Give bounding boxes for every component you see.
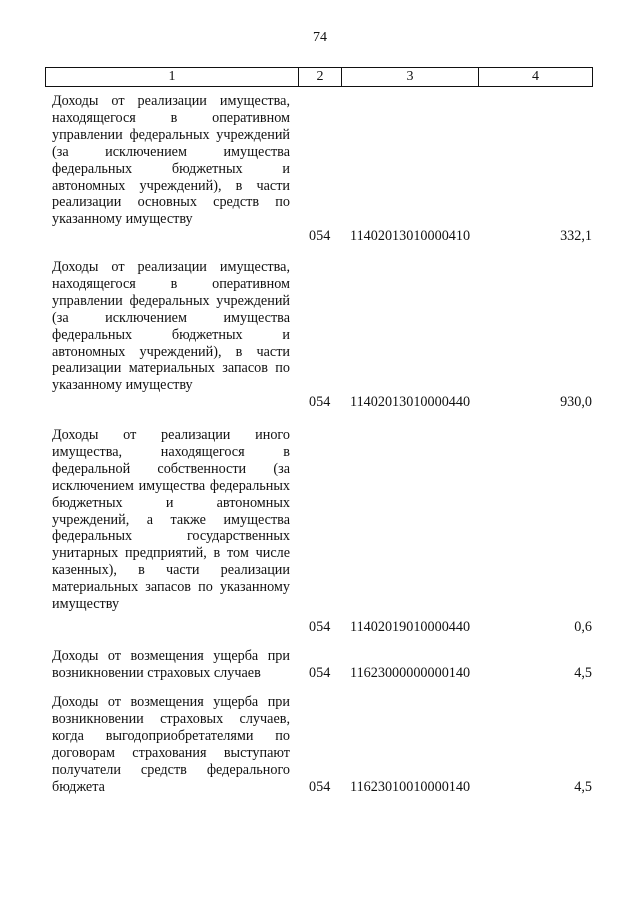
- header-col-1: 1: [168, 69, 176, 84]
- row-kbk-code: 11623010010000140: [350, 779, 471, 796]
- table-header-row: [45, 67, 593, 87]
- row-admin-code: 054: [309, 228, 331, 245]
- row-description: Доходы от реализации имущества, находящегося в оперативном управлении федеральных учреждений (за исключением имущества федеральных бюджетных и автономных учреждений), в части реализации основных средств по указанному имуществу: [52, 93, 290, 228]
- header-col-4: 4: [478, 68, 592, 86]
- row-description: Доходы от реализации имущества, находящегося в оперативном управлении федеральных учреждений (за исключением имущества федеральных бюджетных и автономных учреждений), в части реализации материальных запасов по указанному имуществу: [52, 259, 290, 394]
- row-amount: 332,1: [560, 228, 592, 245]
- row-description: Доходы от возмещения ущерба при возникновении страховых случаев, когда выгодоприобретателями по договорам страхования выступают получатели средств федерального бюджета: [52, 694, 290, 795]
- row-description: Доходы от реализации иного имущества, находящегося в федеральной собственности (за исключением имущества федеральных бюджетных и автономных учреждений, а также имущества федеральных государственных унитарных предприятий, в том числе казенных), в части реализации материальных запасов по указанному имуществу: [52, 427, 290, 613]
- row-kbk-code: 11402013010000410: [350, 228, 471, 245]
- row-kbk-code: 11623000000000140: [350, 665, 471, 682]
- table-row: [52, 259, 592, 411]
- table-row: [52, 694, 592, 796]
- row-amount: 0,6: [574, 619, 592, 636]
- table-row: [52, 93, 592, 245]
- row-amount: 4,5: [574, 779, 592, 796]
- row-amount: 4,5: [574, 665, 592, 682]
- page-number: 74: [313, 30, 327, 45]
- row-admin-code: 054: [309, 779, 331, 796]
- row-kbk-code: 11402013010000440: [350, 394, 471, 411]
- row-description: Доходы от возмещения ущерба при возникновении страховых случаев: [52, 648, 290, 681]
- table-row: [52, 427, 592, 636]
- row-admin-code: 054: [309, 665, 331, 682]
- header-col-3: 3: [341, 68, 478, 86]
- row-amount: 930,0: [560, 394, 592, 411]
- row-kbk-code: 11402019010000440: [350, 619, 471, 636]
- row-admin-code: 054: [309, 394, 331, 411]
- header-col-2: 2: [298, 68, 341, 86]
- row-admin-code: 054: [309, 619, 331, 636]
- table-row: [52, 648, 592, 682]
